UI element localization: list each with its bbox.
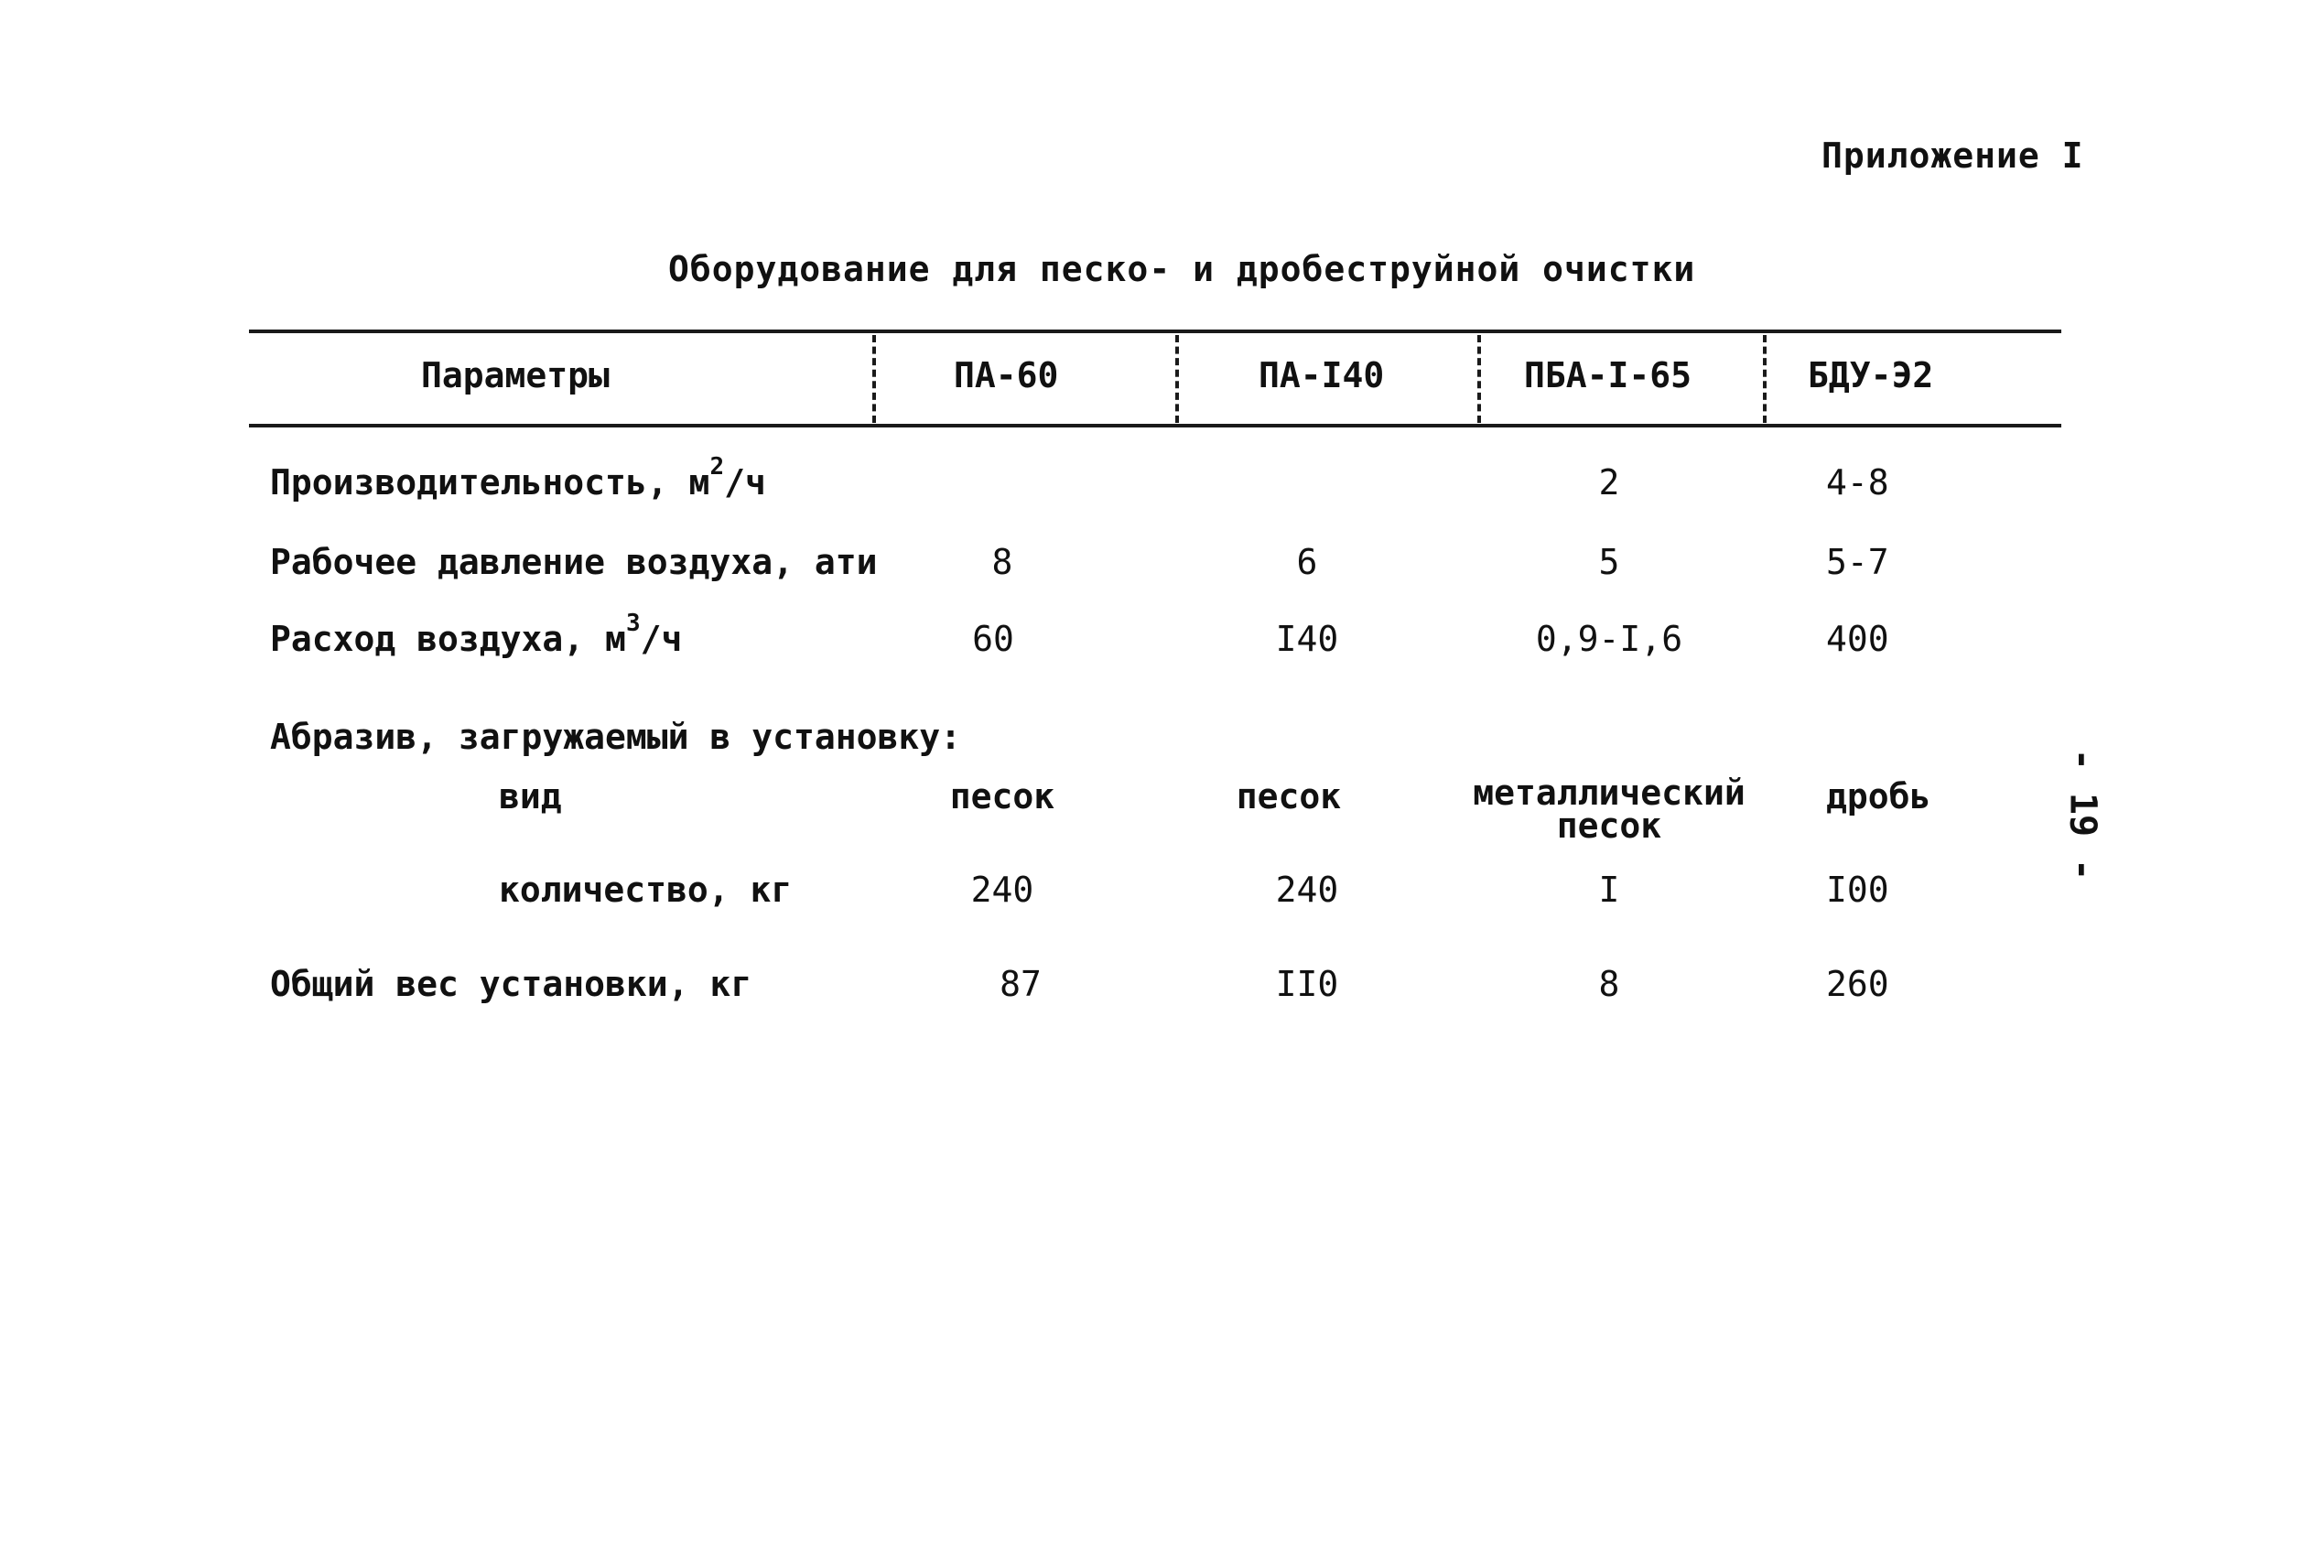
appendix-label: Приложение I — [1821, 135, 2084, 176]
cell-type-bdu: дробь — [1826, 776, 1931, 816]
table-top-rule — [249, 330, 2061, 333]
cell-air-pba: 0,9-I,6 — [1535, 619, 1683, 659]
row-label-abrasive-type: вид — [499, 776, 562, 816]
column-divider — [1175, 335, 1179, 423]
cell-weight-pa140: II0 — [1275, 964, 1339, 1004]
row-label-air-consumption: Расход воздуха, $м^3/ч$ — [270, 610, 683, 659]
row-label-abrasive-quantity: количество, кг — [499, 870, 793, 910]
cell-type-pa140: песок — [1236, 776, 1342, 816]
column-divider — [1763, 335, 1767, 423]
cell-air-bdu: 400 — [1826, 619, 1889, 659]
table-header-rule — [249, 424, 2061, 427]
cell-qty-pa60: 240 — [970, 870, 1034, 910]
document-title: Оборудование для песко- и дробеструйной очистки — [668, 249, 1696, 289]
cell-type-pba: металлический песок — [1473, 773, 1746, 846]
column-header-params: Параметры — [421, 355, 610, 395]
cell-air-pa140: I40 — [1275, 619, 1339, 659]
column-divider — [1477, 335, 1481, 423]
cell-weight-pba: 8 — [1598, 964, 1620, 1004]
cell-pressure-pba: 5 — [1598, 542, 1620, 582]
cell-pressure-pa60: 8 — [991, 542, 1013, 582]
cell-qty-pa140: 240 — [1275, 870, 1339, 910]
page-number — [2041, 748, 2124, 881]
row-label-abrasive: Абразив, загружаемый в установку: — [270, 717, 961, 757]
cell-qty-bdu: I00 — [1826, 870, 1889, 910]
page-number-text: - 19 - — [2061, 748, 2103, 881]
column-header-bdu32: БДУ-Э2 — [1808, 355, 1934, 395]
cell-productivity-pba: 2 — [1598, 462, 1620, 503]
cell-pressure-bdu: 5-7 — [1826, 542, 1889, 582]
column-header-pa60: ПА-60 — [954, 355, 1059, 395]
cell-air-pa60: 60 — [972, 619, 1014, 659]
cell-weight-bdu: 260 — [1826, 964, 1889, 1004]
cell-pressure-pa140: 6 — [1296, 542, 1318, 582]
cell-productivity-bdu: 4-8 — [1826, 462, 1889, 503]
column-header-pa140: ПА-I40 — [1259, 355, 1385, 395]
cell-type-pa60: песок — [949, 776, 1055, 816]
row-label-productivity: Производительность, $м^2/ч$ — [270, 453, 766, 503]
column-header-pba165: ПБА-I-65 — [1524, 355, 1692, 395]
cell-weight-pa60: 87 — [1000, 964, 1042, 1004]
cell-qty-pba: I — [1598, 870, 1620, 910]
row-label-total-weight: Общий вес установки, кг — [270, 964, 752, 1004]
row-label-pressure: Рабочее давление воздуха, ати — [270, 542, 878, 582]
column-divider — [872, 335, 876, 423]
